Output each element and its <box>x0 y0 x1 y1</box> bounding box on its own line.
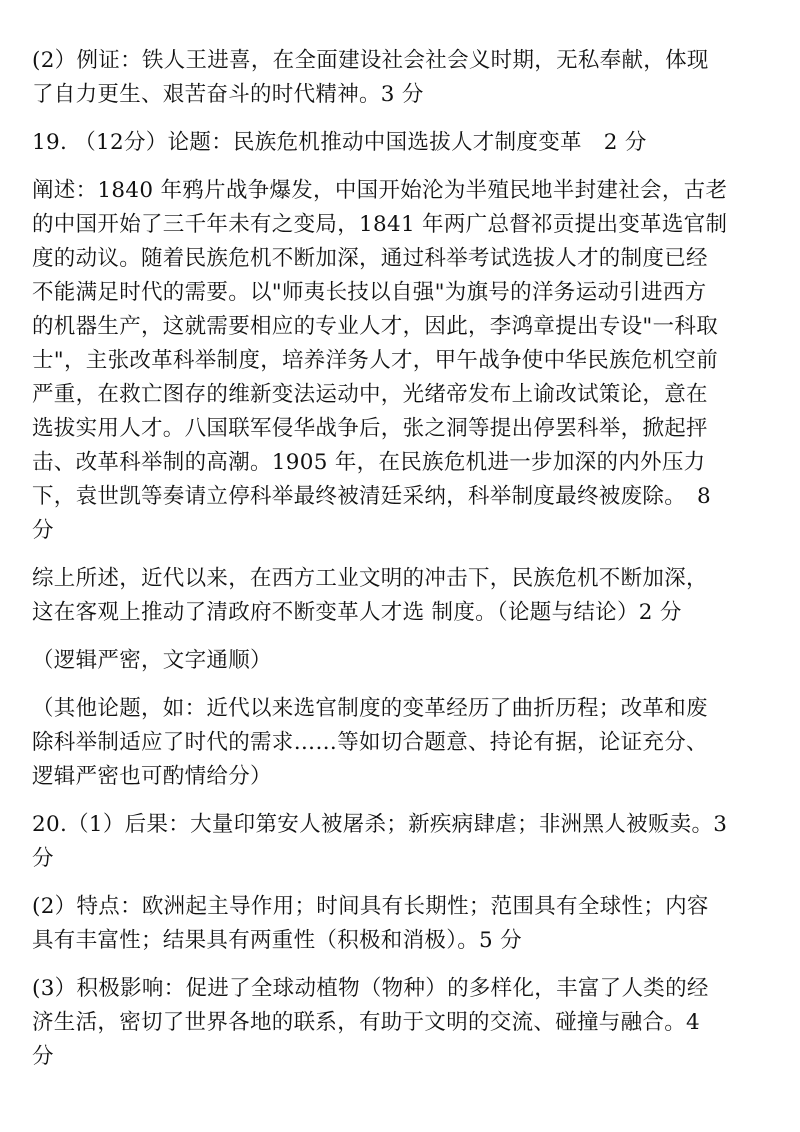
text-line: 分 <box>32 846 54 871</box>
text-line: （逻辑严密，文字通顺） <box>32 648 272 673</box>
text-line: 了自力更生、艰苦奋斗的时代精神。3 分 <box>32 82 424 107</box>
question-19-thesis <box>32 126 772 160</box>
text-line: 具有丰富性；结果具有两重性（积极和消极）。5 分 <box>32 928 522 953</box>
text-line: 的机器生产，这就需要相应的专业人才，因此，李鸿章提出专设"一科取 <box>32 314 718 339</box>
text-line: (2）特点：欧洲起主导作用；时间具有长期性；范围具有全球性；内容 <box>32 894 709 919</box>
text-line: 分 <box>32 1044 54 1069</box>
text-line: 度的动议。随着民族危机不断加深，通过科举考试选拔人才的制度已经 <box>32 246 708 271</box>
text-line: 不能满足时代的需要。以"师夷长技以自强"为旗号的洋务运动引进西方 <box>32 280 707 305</box>
question-number: 19. <box>32 130 68 155</box>
question-19-note <box>32 644 772 678</box>
text-line: 士"，主张改革科举制度，培养洋务人才，甲午战争使中华民族危机空前 <box>32 348 718 373</box>
text-line: 这在客观上推动了清政府不断变革人才选 制度。（论题与结论）2 分 <box>32 600 682 625</box>
text-line: 逻辑严密也可酌情给分） <box>32 764 272 789</box>
text-line: 济生活，密切了世界各地的联系，有助于文明的交流、碰撞与融合。4 <box>32 1010 700 1035</box>
text-line: (2）例证：铁人王进喜，在全面建设社会社会义时期，无私奉献，体现 <box>32 48 709 73</box>
question-19-conclusion <box>32 562 772 630</box>
question-19-elaboration <box>32 174 772 548</box>
text-line <box>32 126 772 160</box>
text-line: 阐述：1840 年鸦片战争爆发，中国开始沦为半殖民地半封建社会，古老 <box>32 178 728 203</box>
text-line: 综上所述，近代以来，在西方工业文明的冲击下，民族危机不断加深， <box>32 566 708 591</box>
text-line: 除科举制适应了时代的需求……等如切合题意、持论有据，论证充分、 <box>32 730 708 755</box>
text-line: 的中国开始了三千年未有之变局，1841 年两广总督祁贡提出变革选官制 <box>32 212 728 237</box>
text-line: 击、改革科举制的高潮。1905 年，在民族危机进一步加深的内外压力 <box>32 450 706 475</box>
answer-20-3 <box>32 972 772 1074</box>
text-line: 分 <box>32 518 54 543</box>
question-19-alternative <box>32 692 772 794</box>
text-line: 20.（1）后果：大量印第安人被屠杀；新疾病肆虐；非洲黑人被贩卖。3 <box>32 812 728 837</box>
score-label: 2 分 <box>603 130 647 155</box>
answer-20-2 <box>32 890 772 958</box>
text-line: 下，袁世凯等奏请立停科举最终被清廷采纳，科举制度最终被废除。 8 <box>32 484 712 509</box>
answer-20-1 <box>32 808 772 876</box>
text-line: (3）积极影响：促进了全球动植物（物种）的多样化，丰富了人类的经 <box>32 976 709 1001</box>
answer-page <box>32 44 772 1088</box>
answer-18-2-example <box>32 44 772 112</box>
text-line: 选拔实用人才。八国联军侵华战争后，张之洞等提出停罢科举，掀起抨 <box>32 416 708 441</box>
text-line: 严重，在救亡图存的维新变法运动中，光绪帝发布上谕改试策论，意在 <box>32 382 708 407</box>
text-line: （其他论题，如：近代以来选官制度的变革经历了曲折历程；改革和废 <box>32 696 708 721</box>
thesis-text: （12分）论题：民族危机推动中国选拔人才制度变革 <box>74 130 582 155</box>
